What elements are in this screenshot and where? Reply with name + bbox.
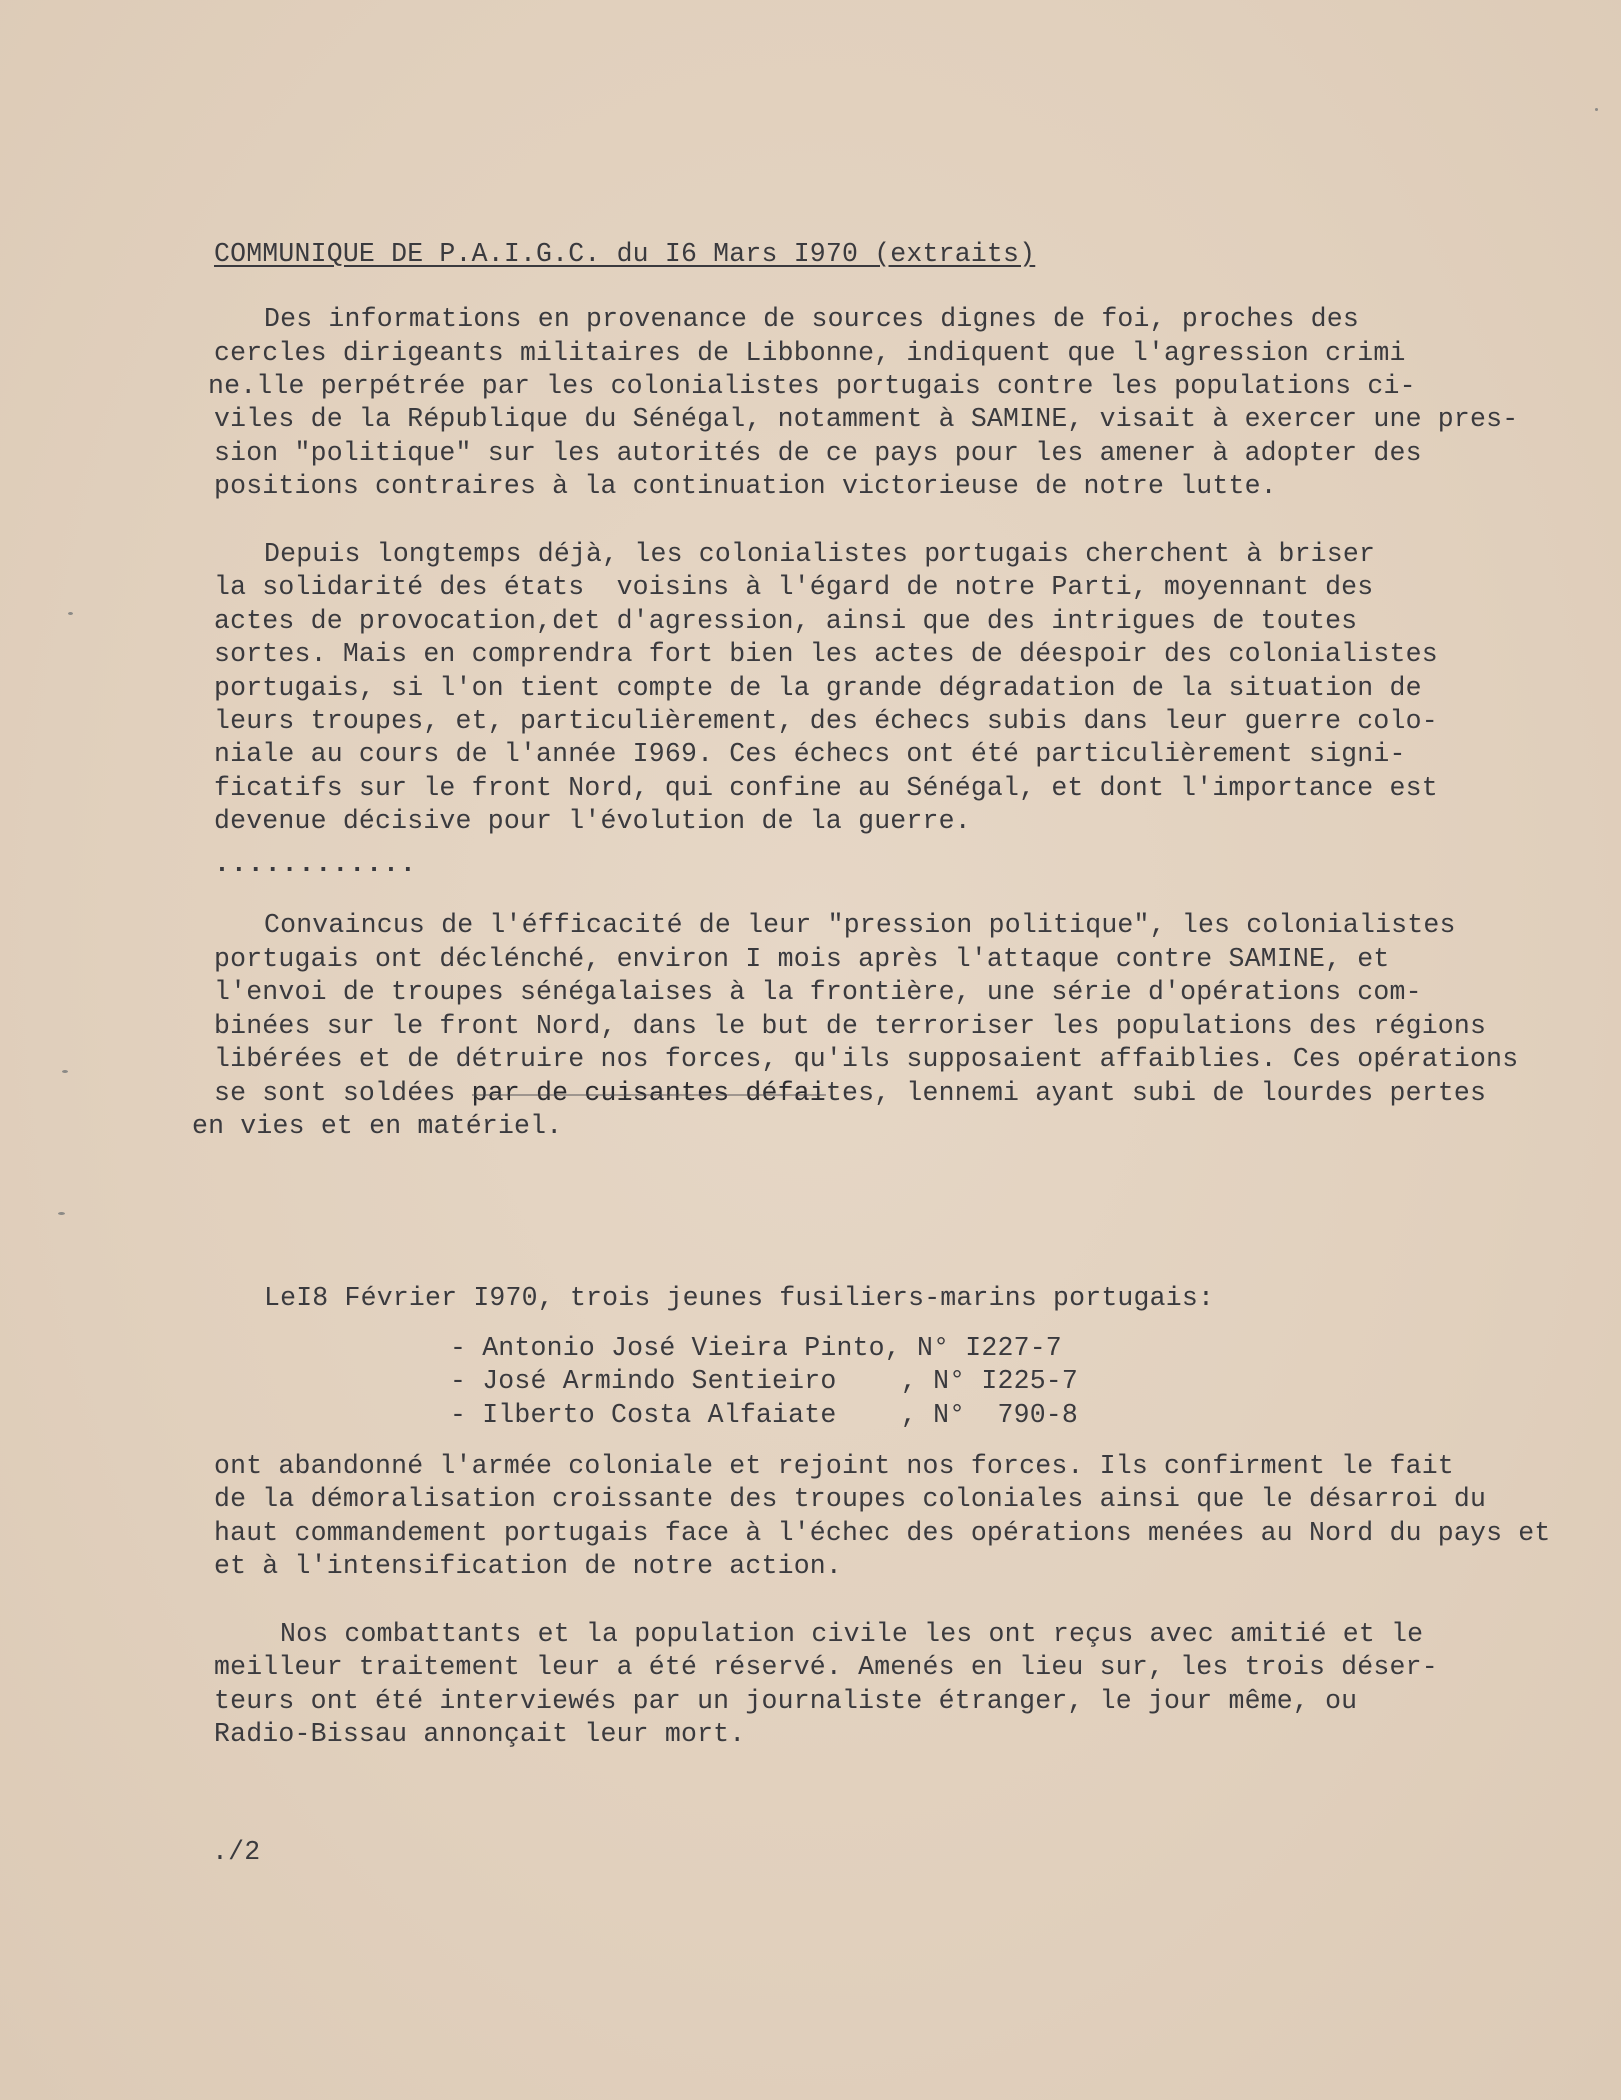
paragraph-2-line: actes de provocation,det d'agression, ainsi que des intrigues de toutes bbox=[214, 606, 1358, 636]
paper-speck bbox=[1595, 108, 1598, 111]
paragraph-4-intro: LeI8 Février I970, trois jeunes fusiliers-marins portugais: bbox=[264, 1283, 1215, 1313]
ellipsis-separator: ............ bbox=[214, 849, 417, 879]
marine-list-item: - Ilberto Costa Alfaiate , N° 790-8 bbox=[450, 1400, 1079, 1430]
paper-speck bbox=[68, 612, 73, 615]
paragraph-5-line: de la démoralisation croissante des troupes coloniales ainsi que le désarroi du bbox=[214, 1484, 1487, 1514]
paragraph-1-line: Des informations en provenance de sources dignes de foi, proches des bbox=[264, 304, 1359, 334]
paragraph-3-line: l'envoi de troupes sénégalaises à la frontière, une série d'opérations com- bbox=[214, 977, 1422, 1007]
paragraph-2-line: Depuis longtemps déjà, les colonialistes portugais cherchent à briser bbox=[264, 539, 1376, 569]
paragraph-5-line: et à l'intensification de notre action. bbox=[214, 1551, 843, 1581]
marine-list-item: - Antonio José Vieira Pinto, N° I227-7 bbox=[450, 1333, 1062, 1363]
paragraph-6-line: teurs ont été interviewés par un journaliste étranger, le jour même, ou bbox=[214, 1686, 1358, 1716]
overtyped-text: par de cuisantes défai bbox=[471, 1078, 826, 1108]
document-title: COMMUNIQUE DE P.A.I.G.C. du I6 Mars I970 (extraits) bbox=[214, 239, 1036, 269]
paragraph-3-line-start: se sont soldées bbox=[214, 1078, 472, 1108]
paragraph-3-line: libérées et de détruire nos forces, qu'ils supposaient affaiblies. Ces opérations bbox=[214, 1044, 1519, 1074]
paragraph-3-line: binées sur le front Nord, dans le but de terroriser les populations des régions bbox=[214, 1011, 1487, 1041]
paragraph-1-line: cercles dirigeants militaires de Libbonne, indiquent que l'agression crimi bbox=[214, 338, 1406, 368]
marine-list-item: - José Armindo Sentieiro , N° I225-7 bbox=[450, 1366, 1079, 1396]
paragraph-1-line: ne.lle perpétrée par les colonialistes portugais contre les populations ci- bbox=[208, 371, 1416, 401]
paragraph-3-line-end: tes, lennemi ayant subi de lourdes pertes bbox=[825, 1078, 1487, 1108]
page-continuation-marker: ./2 bbox=[212, 1837, 261, 1867]
paragraph-2-line: ficatifs sur le front Nord, qui confine au Sénégal, et dont l'importance est bbox=[214, 773, 1438, 803]
paragraph-3-line: en vies et en matériel. bbox=[192, 1111, 563, 1141]
paragraph-2-line: leurs troupes, et, particulièrement, des échecs subis dans leur guerre colo- bbox=[214, 706, 1438, 736]
paragraph-2-line: devenue décisive pour l'évolution de la guerre. bbox=[214, 806, 971, 836]
paragraph-2-line: sortes. Mais en comprendra fort bien les actes de déespoir des colonialistes bbox=[214, 639, 1438, 669]
paper-speck bbox=[62, 1070, 68, 1073]
paragraph-1-line: sion "politique" sur les autorités de ce pays pour les amener à adopter des bbox=[214, 438, 1422, 468]
overtype-strike bbox=[472, 1094, 826, 1096]
paragraph-2-line: niale au cours de l'année I969. Ces échecs ont été particulièrement signi- bbox=[214, 739, 1406, 769]
paragraph-5-line: ont abandonné l'armée coloniale et rejoint nos forces. Ils confirment le fait bbox=[214, 1451, 1454, 1481]
paragraph-6-line: Nos combattants et la population civile les ont reçus avec amitié et le bbox=[280, 1619, 1424, 1649]
paper-speck bbox=[58, 1212, 65, 1215]
paragraph-3-line: portugais ont déclénché, environ I mois après l'attaque contre SAMINE, et bbox=[214, 944, 1390, 974]
paragraph-6-line: Radio-Bissau annonçait leur mort. bbox=[214, 1719, 746, 1749]
paragraph-3-line bbox=[214, 1077, 1486, 1110]
paragraph-1-line: positions contraires à la continuation victorieuse de notre lutte. bbox=[214, 471, 1277, 501]
paragraph-6-line: meilleur traitement leur a été réservé. Amenés en lieu sur, les trois déser- bbox=[214, 1652, 1438, 1682]
paragraph-2-line: portugais, si l'on tient compte de la grande dégradation de la situation de bbox=[214, 673, 1422, 703]
paragraph-3-line: Convaincus de l'éfficacité de leur "pression politique", les colonialistes bbox=[264, 910, 1456, 940]
paragraph-2-line: la solidarité des états voisins à l'égard de notre Parti, moyennant des bbox=[214, 572, 1374, 602]
paragraph-5-line: haut commandement portugais face à l'échec des opérations menées au Nord du pays et bbox=[214, 1518, 1551, 1548]
paragraph-1-line: viles de la République du Sénégal, notamment à SAMINE, visait à exercer une pres- bbox=[214, 404, 1519, 434]
overtyped-correction bbox=[472, 1077, 826, 1110]
